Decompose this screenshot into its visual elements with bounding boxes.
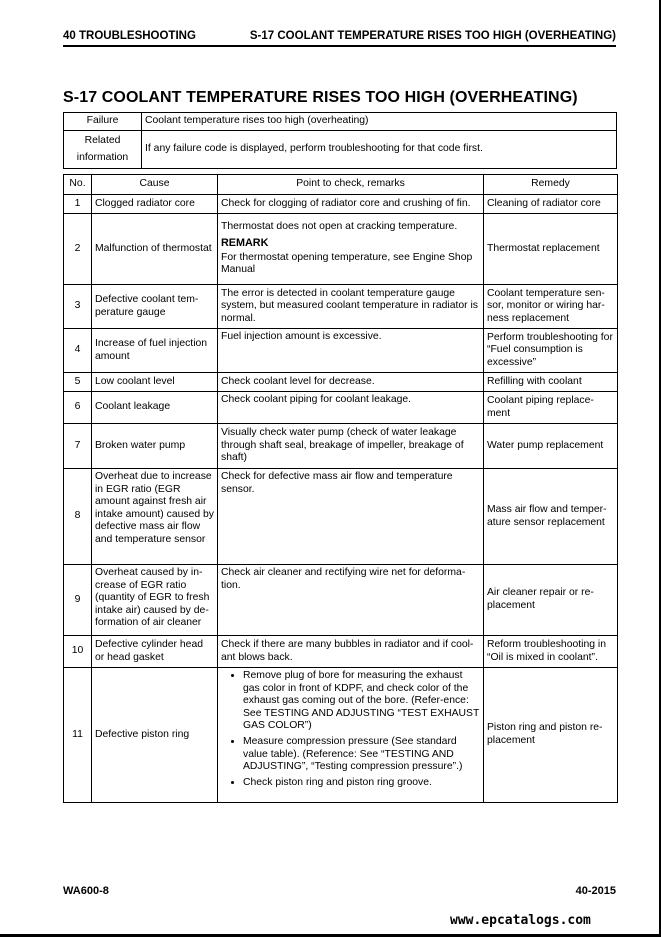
header-rule [63, 45, 616, 47]
row-point: Check air cleaner and rectifying wire net for deforma-tion. [218, 565, 484, 636]
row-no: 8 [64, 469, 92, 565]
related-label-line1: Related [84, 134, 121, 146]
table-row [64, 565, 618, 636]
row-remedy: Perform troubleshooting for “Fuel consumption is excessive” [484, 329, 618, 373]
row-remedy: Mass air flow and temper-ature sensor replacement [484, 469, 618, 565]
row-point: Check coolant level for decrease. [218, 373, 484, 392]
check-bullet-list [221, 670, 480, 789]
table-row [64, 392, 618, 424]
row-remedy: Coolant piping replace-ment [484, 392, 618, 424]
related-label [64, 131, 142, 169]
page-title: S-17 COOLANT TEMPERATURE RISES TOO HIGH (OVERHEATING) [63, 89, 578, 106]
row-cause: Defective cylinder head or head gasket [92, 636, 218, 668]
failure-info-table [63, 112, 617, 169]
row-cause: Coolant leakage [92, 392, 218, 424]
remark-heading: REMARK [221, 236, 269, 249]
row-remedy: Thermostat replacement [484, 214, 618, 285]
row-cause: Increase of fuel injection amount [92, 329, 218, 373]
table-row [64, 424, 618, 469]
header-topic: S-17 COOLANT TEMPERATURE RISES TOO HIGH (OVERHEATING) [249, 30, 616, 42]
row-point: Check for clogging of radiator core and crushing of fin. [218, 195, 484, 214]
footer-page-number: 40-2015 [575, 885, 616, 897]
row-remedy: Coolant temperature sen-sor, monitor or wiring har-ness replacement [484, 285, 618, 329]
troubleshooting-table [63, 174, 618, 803]
column-header-point: Point to check, remarks [218, 175, 484, 195]
row-remedy: Piston ring and piston re-placement [484, 668, 618, 803]
row-no: 9 [64, 565, 92, 636]
row-cause: Broken water pump [92, 424, 218, 469]
failure-label: Failure [64, 113, 142, 131]
row-point: Check for defective mass air flow and temperature sensor. [218, 469, 484, 565]
row-cause: Defective coolant tem-perature gauge [92, 285, 218, 329]
related-label-line2: information [76, 151, 129, 163]
row-point: Check coolant piping for coolant leakage. [218, 392, 484, 424]
list-item: • Check piston ring and piston ring groove. [243, 777, 480, 790]
row-point: Visually check water pump (check of water leakage through shaft seal, breakage of impeller, breakage of shaft) [218, 424, 484, 469]
row-point [218, 214, 484, 285]
table-row [64, 469, 618, 565]
related-value: If any failure code is displayed, perform troubleshooting for that code first. [142, 131, 617, 169]
row-cause: Overheat due to increase in EGR ratio (EGR amount against fresh air intake amount) caused by defective mass air flow and temperature sensor [92, 469, 218, 565]
table-row [64, 285, 618, 329]
row-remedy: Reform troubleshooting in “Oil is mixed in coolant”. [484, 636, 618, 668]
row-cause: Clogged radiator core [92, 195, 218, 214]
table-row [64, 668, 618, 803]
row-no: 7 [64, 424, 92, 469]
row-no: 10 [64, 636, 92, 668]
row-no: 3 [64, 285, 92, 329]
footer-model: WA600-8 [63, 885, 109, 897]
column-header-cause: Cause [92, 175, 218, 195]
table-row [64, 329, 618, 373]
column-header-remedy: Remedy [484, 175, 618, 195]
row-remedy: Air cleaner repair or re-placement [484, 565, 618, 636]
header-section: 40 TROUBLESHOOTING [63, 30, 196, 42]
row-cause: Low coolant level [92, 373, 218, 392]
row-point [218, 668, 484, 803]
watermark-url: www.epcatalogs.com [450, 913, 591, 928]
row-cause: Overheat caused by in-crease of EGR ratio (quantity of EGR to fresh intake air) caused by de-formation of air cleaner [92, 565, 218, 636]
row-point-text: Thermostat does not open at cracking temperature. [221, 221, 458, 233]
row-no: 1 [64, 195, 92, 214]
row-point: Check if there are many bubbles in radiator and if cool-ant blows back. [218, 636, 484, 668]
table-header-row [64, 175, 618, 195]
column-header-no: No. [64, 175, 92, 195]
table-row [64, 636, 618, 668]
list-item: • Measure compression pressure (See standard value table). (Reference: See “TESTING AND ADJUSTING”, “Testing compression pressure”.) [243, 736, 480, 774]
row-no: 11 [64, 668, 92, 803]
failure-value: Coolant temperature rises too high (overheating) [142, 113, 617, 131]
table-row [64, 214, 618, 285]
row-remedy: Cleaning of radiator core [484, 195, 618, 214]
page-header [63, 28, 616, 44]
remark-text: For thermostat opening temperature, see Engine Shop Manual [221, 251, 473, 276]
list-item: • Remove plug of bore for measuring the exhaust gas color in front of KDPF, and check color of the exhaust gas coming out of the bore. (Refer-ence: See TESTING AND ADJUSTING “TEST EXHAUST GAS COLOR”) [243, 670, 480, 733]
table-row [64, 195, 618, 214]
row-no: 2 [64, 214, 92, 285]
row-no: 5 [64, 373, 92, 392]
row-remedy: Water pump replacement [484, 424, 618, 469]
row-point: Fuel injection amount is excessive. [218, 329, 484, 373]
row-cause: Malfunction of thermostat [92, 214, 218, 285]
row-point: The error is detected in coolant temperature gauge system, but measured coolant temperature in radiator is normal. [218, 285, 484, 329]
row-no: 4 [64, 329, 92, 373]
row-no: 6 [64, 392, 92, 424]
row-cause: Defective piston ring [92, 668, 218, 803]
row-remedy: Refilling with coolant [484, 373, 618, 392]
table-row [64, 373, 618, 392]
